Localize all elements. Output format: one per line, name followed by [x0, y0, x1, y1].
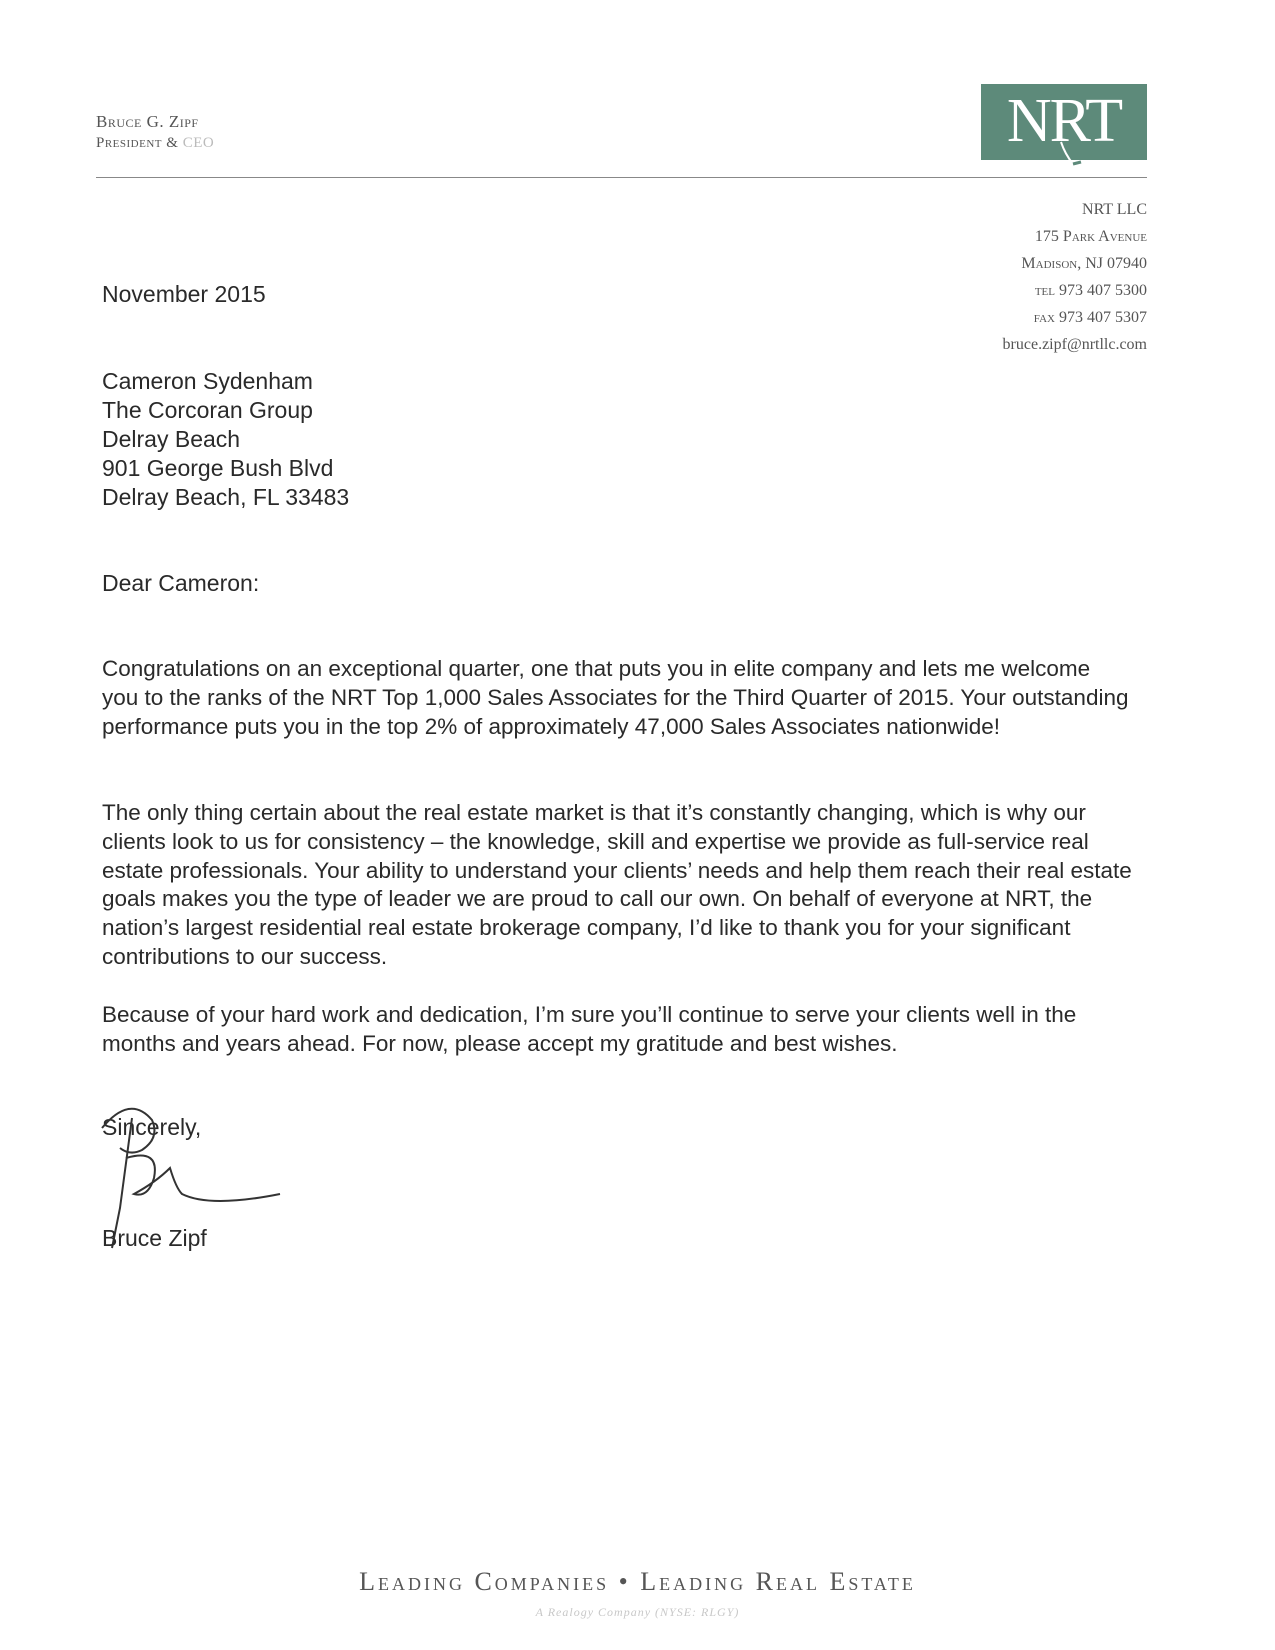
- tel-number: 973 407 5300: [1059, 282, 1147, 299]
- recipient-line: Delray Beach, FL 33483: [102, 484, 350, 510]
- logo-text: NRT: [1006, 87, 1122, 155]
- recipient-address: [102, 367, 349, 512]
- body-paragraph: Because of your hard work and dedication, I’m sure you’ll continue to serve your clients well in the months and years ahead. For now, please accept my gratitude and best wishes.: [102, 1002, 1077, 1056]
- company-tel: [1003, 277, 1147, 304]
- recipient-line: The Corcoran Group: [102, 397, 313, 423]
- company-city: Madison, NJ 07940: [1021, 255, 1147, 272]
- letter-date: November 2015: [102, 281, 266, 307]
- footer-tagline: Leading Companies • Leading Real Estate: [359, 1567, 916, 1596]
- fax-label: fax: [1033, 309, 1055, 326]
- company-street: 175 Park Avenue: [1034, 228, 1147, 245]
- company-name: NRT LLC: [1082, 201, 1147, 218]
- signer-name: Bruce Zipf: [102, 1225, 207, 1251]
- fax-number: 973 407 5307: [1059, 309, 1147, 326]
- footer-subline: A Realogy Company (NYSE: RLGY): [535, 1605, 740, 1619]
- salutation: Dear Cameron:: [102, 570, 260, 596]
- sender-block: [96, 112, 214, 152]
- body-paragraph: The only thing certain about the real estate market is that it’s constantly changing, which is why our clients look to us for consistency – the knowledge, skill and expertise we provide as full-service real estate professionals. Your ability to understand your clients’ needs and help them reach their real estate goals makes you the type of leader we are proud to call our own. On behalf of everyone at NRT, the nation’s largest residential real estate brokerage company, I’d like to thank you for your significant contributions to our success.: [102, 800, 1132, 969]
- logo-tail-icon: [981, 84, 1147, 184]
- recipient-line: 901 George Bush Blvd: [102, 455, 334, 481]
- sender-title-text: President &: [96, 135, 179, 151]
- sender-title-faded: CEO: [182, 135, 215, 151]
- recipient-line: Cameron Sydenham: [102, 368, 313, 394]
- company-address: [1003, 196, 1147, 358]
- company-email: bruce.zipf@nrtllc.com: [1002, 336, 1147, 353]
- closing: Sincerely,: [102, 1114, 202, 1140]
- sender-title: [96, 135, 214, 152]
- recipient-line: Delray Beach: [102, 426, 241, 452]
- sender-name: Bruce G. Zipf: [96, 112, 199, 131]
- body-paragraph: Congratulations on an exceptional quarter, one that puts you in elite company and lets me welcome you to the ranks of the NRT Top 1,000 Sales Associates for the Third Quarter of 2015. Your outstanding performance puts you in the top 2% of approximately 47,000 Sales Associates nationwide!: [102, 656, 1129, 739]
- company-fax: [1003, 304, 1147, 331]
- header-divider: [96, 177, 1147, 178]
- nrt-logo: [981, 84, 1147, 160]
- tel-label: tel: [1034, 282, 1055, 299]
